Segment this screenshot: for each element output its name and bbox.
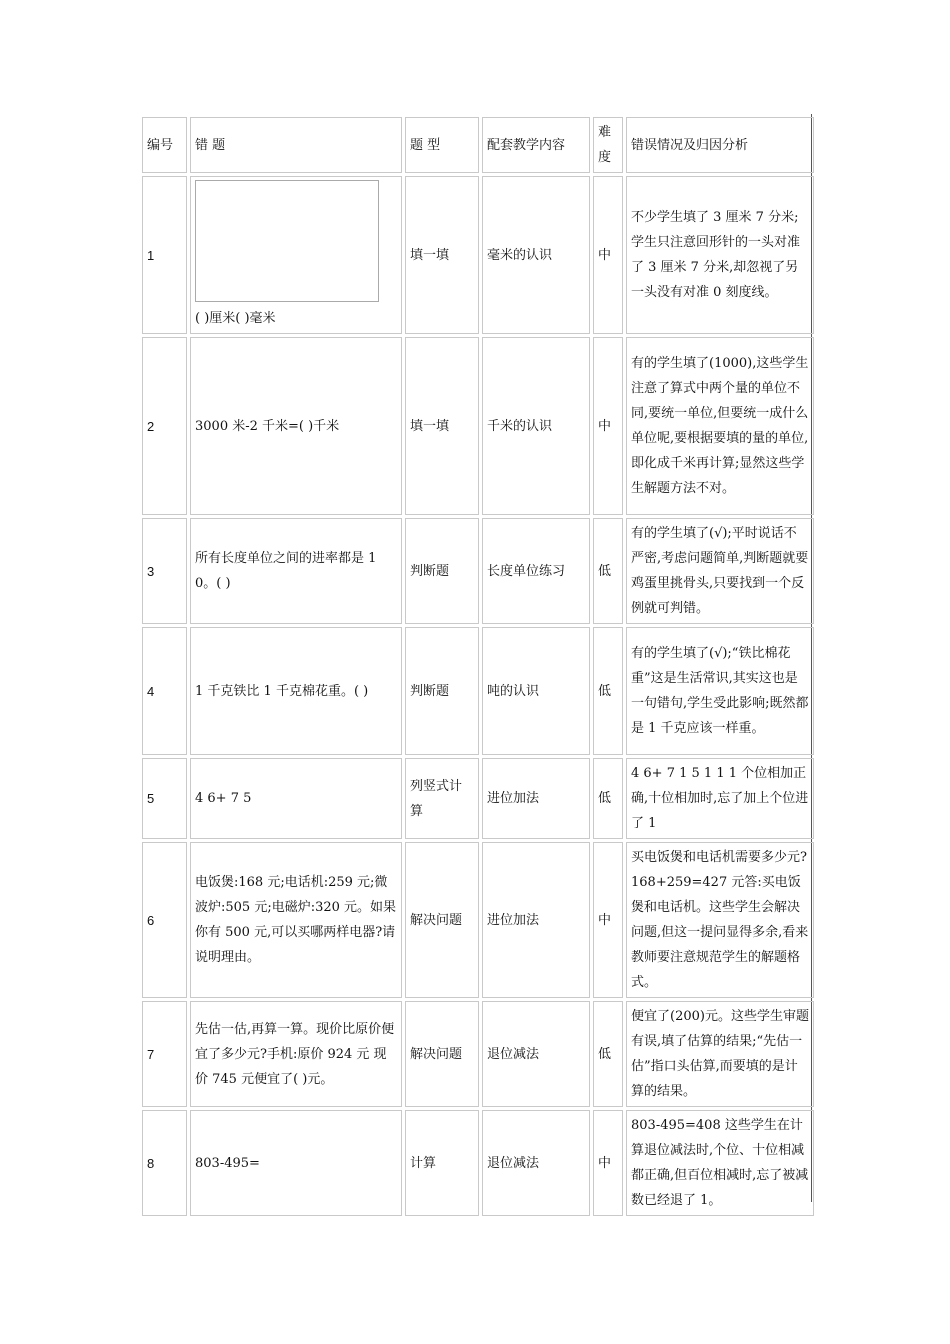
row-no: 4 [142,627,187,755]
row-difficulty: 中 [593,176,623,334]
row-question-text: ( )厘米( )毫米 [195,311,276,326]
header-row [142,117,814,173]
row-type: 填一填 [405,337,479,515]
row-question: 803-495= [190,1110,402,1216]
row-difficulty: 低 [593,627,623,755]
table-row [142,1001,814,1107]
row-difficulty: 中 [593,1110,623,1216]
table-row [142,842,814,998]
row-analysis: 买电饭煲和电话机需要多少元?168+259=427 元答:买电饭煲和电话机。这些学生会解决问题,但这一提问显得多余,看来教师要注意规范学生的解题格式。 [626,842,814,998]
row-content: 退位减法 [482,1110,590,1216]
row-content: 吨的认识 [482,627,590,755]
header-analysis: 错误情况及归因分析 [626,117,814,173]
row-type: 判断题 [405,518,479,624]
row-content: 进位加法 [482,842,590,998]
row-difficulty: 中 [593,337,623,515]
row-analysis: 便宜了(200)元。这些学生审题有误,填了估算的结果;“先估一估”指口头估算,而要填的是计算的结果。 [626,1001,814,1107]
row-question: 先估一估,再算一算。现价比原价便宜了多少元?手机:原价 924 元 现价 745 元便宜了( )元。 [190,1001,402,1107]
row-analysis: 有的学生填了(√);“铁比棉花重”这是生活常识,其实这也是一句错句,学生受此影响;既然都是 1 千克应该一样重。 [626,627,814,755]
row-difficulty: 低 [593,1001,623,1107]
row-question: 所有长度单位之间的进率都是 10。( ) [190,518,402,624]
row-no: 2 [142,337,187,515]
row-question: 3000 米-2 千米=( )千米 [190,337,402,515]
row-no: 3 [142,518,187,624]
row-content: 退位减法 [482,1001,590,1107]
row-content: 进位加法 [482,758,590,839]
row-analysis: 有的学生填了(√);平时说话不严密,考虑问题简单,判断题就要鸡蛋里挑骨头,只要找到一个反例就可判错。 [626,518,814,624]
header-content: 配套教学内容 [482,117,590,173]
row-no: 6 [142,842,187,998]
row-question: 4 6+ 7 5 [190,758,402,839]
table-row [142,337,814,515]
row-analysis: 803-495=408 这些学生在计算退位减法时,个位、十位相减都正确,但百位相减时,忘了被减数已经退了 1。 [626,1110,814,1216]
row-analysis: 有的学生填了(1000),这些学生注意了算式中两个量的单位不同,要统一单位,但要统一成什么单位呢,要根据要填的量的单位,即化成千米再计算;显然这些学生解题方法不对。 [626,337,814,515]
table-row [142,627,814,755]
row-difficulty: 中 [593,842,623,998]
row-type: 解决问题 [405,1001,479,1107]
row-type: 判断题 [405,627,479,755]
row-no: 8 [142,1110,187,1216]
row-analysis: 不少学生填了 3 厘米 7 分米;学生只注意回形针的一头对准了 3 厘米 7 分米,却忽视了另一头没有对准 0 刻度线。 [626,176,814,334]
row-type: 计算 [405,1110,479,1216]
row-type: 列竖式计算 [405,758,479,839]
row-no: 5 [142,758,187,839]
table-row [142,176,814,334]
row-type: 填一填 [405,176,479,334]
table-row [142,758,814,839]
header-type: 题 型 [405,117,479,173]
row-difficulty: 低 [593,758,623,839]
row-content: 千米的认识 [482,337,590,515]
error-analysis-table [139,114,817,1219]
row-question: 1 千克铁比 1 千克棉花重。( ) [190,627,402,755]
header-difficulty: 难度 [593,117,623,173]
header-no: 编号 [142,117,187,173]
table-row [142,1110,814,1216]
row-analysis: 4 6+ 7 1 5 1 1 1 个位相加正确,十位相加时,忘了加上个位进了 1 [626,758,814,839]
row-difficulty: 低 [593,518,623,624]
header-question: 错 题 [190,117,402,173]
row-content: 毫米的认识 [482,176,590,334]
table-row [142,518,814,624]
row-no: 1 [142,176,187,334]
row-question [190,176,402,334]
row-content: 长度单位练习 [482,518,590,624]
row-question: 电饭煲:168 元;电话机:259 元;微波炉:505 元;电磁炉:320 元。如果你有 500 元,可以买哪两样电器?请说明理由。 [190,842,402,998]
row-no: 7 [142,1001,187,1107]
ruler-image [195,180,379,302]
row-type: 解决问题 [405,842,479,998]
